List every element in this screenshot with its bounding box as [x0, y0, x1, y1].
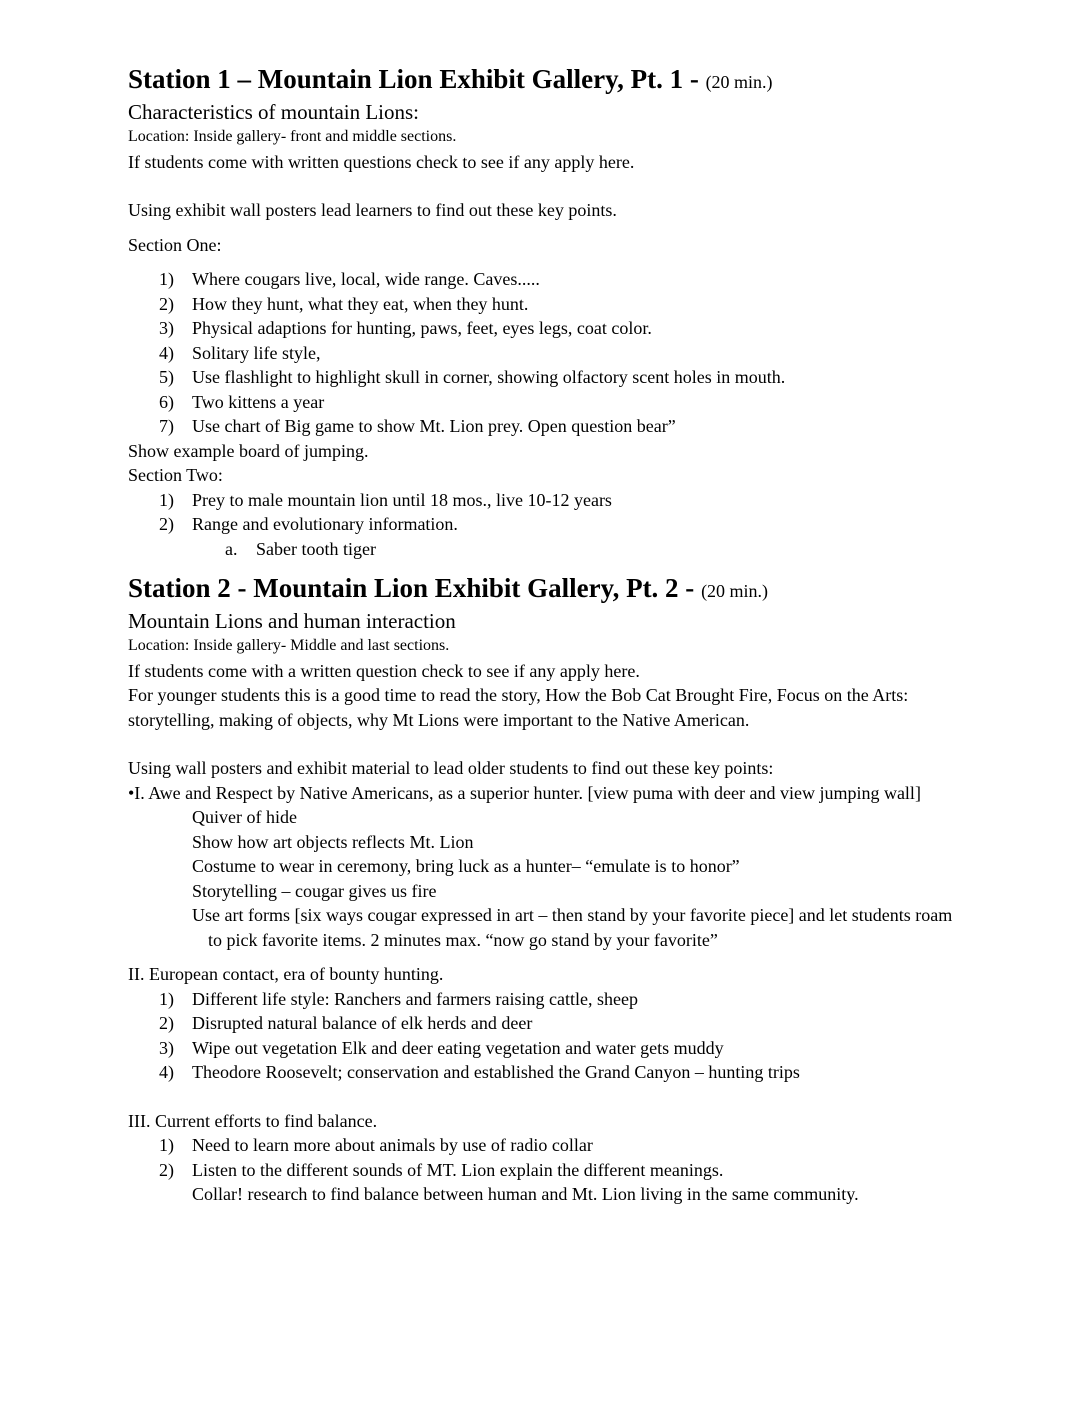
- part1-heading: •I. Awe and Respect by Native Americans, as a superior hunter. [view puma with deer and view jumping wall]: [128, 782, 921, 803]
- list-item: 7) Use chart of Big game to show Mt. Lion prey. Open question bear”: [159, 416, 676, 436]
- part2-heading: II. European contact, era of bounty hunting.: [128, 964, 444, 984]
- station2-younger-note: For younger students this is a good time to read the story, How the Bob Cat Brought Fire, Focus on the Arts: storytelling, making of objects, why Mt Lions were important to the Native American.: [128, 685, 909, 730]
- part3-heading: III. Current efforts to find balance.: [128, 1110, 378, 1131]
- station2-duration: (20 min.): [701, 581, 769, 601]
- part1-item: Use art forms [six ways cougar expressed in art – then stand by your favorite piece] and let students roam to pick favorite items. 2 minutes max. “now go stand by your favorite”: [192, 905, 953, 950]
- station1-title: [128, 62, 968, 99]
- section-two-list: [128, 488, 968, 537]
- list-item: 1) Prey to male mountain lion until 18 mos., live 10-12 years: [159, 489, 612, 510]
- list-item: 1) Need to learn more about animals by use of radio collar: [159, 1135, 593, 1155]
- section-one-label: Section One:: [128, 234, 222, 255]
- station1-location: Location: Inside gallery- front and middle sections.: [128, 128, 457, 145]
- list-item: 3) Wipe out vegetation Elk and deer eating vegetation and water gets muddy: [159, 1037, 724, 1058]
- part3-continuation: Collar! research to find balance between human and Mt. Lion living in the same community.: [192, 1184, 859, 1204]
- list-item: 4) Theodore Roosevelt; conservation and established the Grand Canyon – hunting trips: [159, 1062, 800, 1082]
- station1-questions-note: If students come with written questions check to see if any apply here.: [128, 151, 635, 172]
- station2-intro: Using wall posters and exhibit material to lead older students to find out these key points:: [128, 758, 774, 778]
- station1-subtitle: Characteristics of mountain Lions:: [128, 100, 420, 124]
- list-item: 6) Two kittens a year: [159, 391, 325, 412]
- section-one-list: [128, 267, 968, 439]
- part1-item: Storytelling – cougar gives us fire: [192, 880, 437, 901]
- part3-list: [128, 1133, 968, 1182]
- section-two-label: Section Two:: [128, 465, 223, 485]
- show-example: Show example board of jumping.: [128, 440, 369, 461]
- list-item: 2) Range and evolutionary information.: [159, 514, 458, 534]
- list-item: 2) Disrupted natural balance of elk herds and deer: [159, 1013, 533, 1033]
- station2-title: [128, 571, 968, 608]
- station1-duration: (20 min.): [705, 72, 773, 92]
- list-item: 1) Where cougars live, local, wide range. Caves.....: [159, 269, 540, 289]
- station2-location: Location: Inside gallery- Middle and last sections.: [128, 637, 450, 654]
- part2-list: [128, 987, 968, 1085]
- part1-item: Quiver of hide: [192, 807, 297, 827]
- station2-questions-note: If students come with a written question check to see if any apply here.: [128, 660, 640, 681]
- list-item: 2) How they hunt, what they eat, when they hunt.: [159, 293, 529, 314]
- list-item: 1) Different life style: Ranchers and farmers raising cattle, sheep: [159, 988, 638, 1009]
- part1-item: Show how art objects reflects Mt. Lion: [192, 831, 474, 852]
- station1-title-text: Station 1 – Mountain Lion Exhibit Gallery, Pt. 1 -: [128, 64, 706, 94]
- list-item: 2) Listen to the different sounds of MT. Lion explain the different meanings.: [159, 1159, 724, 1180]
- list-subitem: a. Saber tooth tiger: [225, 538, 376, 559]
- station2-subtitle: Mountain Lions and human interaction: [128, 609, 456, 633]
- list-item: 3) Physical adaptions for hunting, paws, feet, eyes legs, coat color.: [159, 318, 652, 338]
- station1-intro: Using exhibit wall posters lead learners to find out these key points.: [128, 200, 617, 220]
- list-item: 5) Use flashlight to highlight skull in corner, showing olfactory scent holes in mouth.: [159, 367, 786, 387]
- part1-item: Costume to wear in ceremony, bring luck as a hunter– “emulate is to honor”: [192, 856, 740, 876]
- station2-title-text: Station 2 - Mountain Lion Exhibit Gallery, Pt. 2 -: [128, 573, 702, 603]
- document-page: [128, 62, 968, 1207]
- list-item: 4) Solitary life style,: [159, 342, 321, 363]
